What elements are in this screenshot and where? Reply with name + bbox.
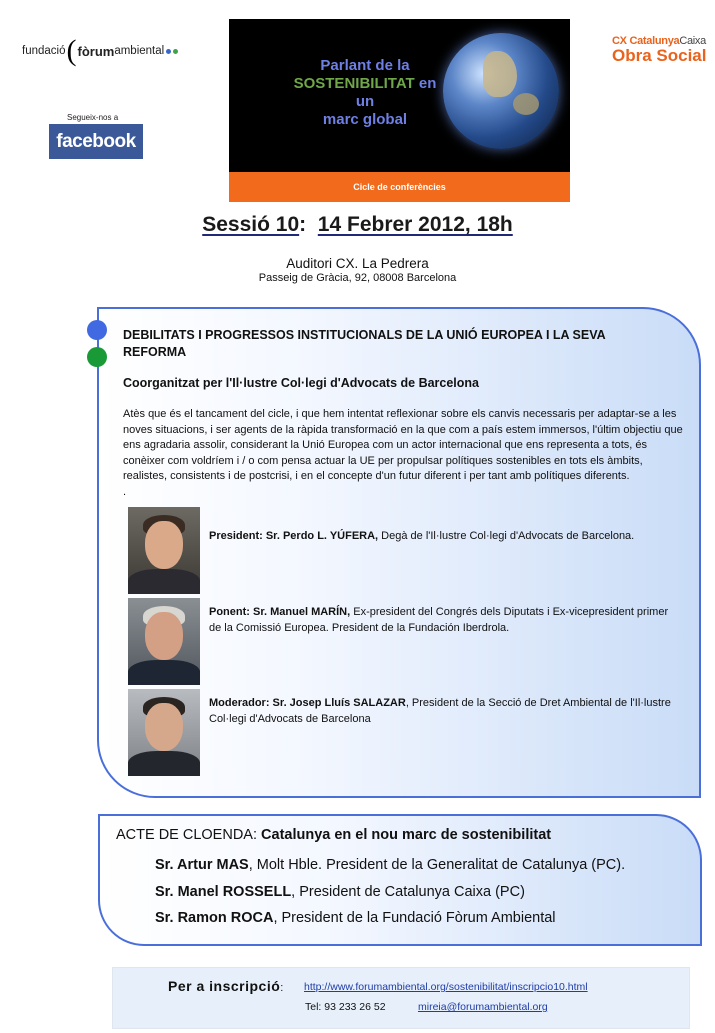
facebook-button[interactable]: facebook [49, 124, 143, 159]
logo-brand: fòrum [77, 43, 115, 59]
logo-suffix: ambiental [114, 45, 165, 57]
banner-title-line2 [285, 75, 445, 111]
banner-title-line3: marc global [322, 111, 408, 128]
ponent-photo [128, 598, 200, 685]
email-link[interactable]: mireia@forumambiental.org [418, 1001, 548, 1013]
conference-cycle-banner [229, 19, 570, 202]
catalunya-caixa-logo [612, 35, 706, 66]
banner-title-line1: Parlant de la [320, 57, 410, 74]
president-photo [128, 507, 200, 594]
logo-dots-icon [166, 49, 178, 54]
session-address: Passeig de Gràcia, 92, 08008 Barcelona [258, 272, 457, 284]
closing-speaker: Sr. Artur MAS, Molt Hble. President de la Generalitat de Catalunya (PC). [155, 857, 626, 873]
logo-prefix: fundació [22, 45, 66, 57]
closing-speaker: Sr. Ramon ROCA, President de la Fundació Fòrum Ambiental [155, 910, 556, 926]
banner-title [285, 57, 445, 129]
banner-title-rest: en un [355, 75, 437, 110]
coorganizer: Coorganitzat per l'Il·lustre Col·legi d'Advocats de Barcelona [123, 376, 480, 390]
closing-speaker: Sr. Manel ROSSELL, President de Catalunya Caixa (PC) [155, 884, 525, 900]
registration-label: Per a inscripció: [168, 978, 284, 994]
blue-dot-icon [87, 320, 107, 340]
session-number: Sessió 10 [202, 213, 300, 236]
cx-logo-obra-social: Obra Social [612, 46, 707, 65]
session-venue: Auditori CX. La Pedrera [286, 256, 429, 271]
conference-description: Atès que és el tancament del cicle, i que hem intentat reflexionar sobre els canvis necessaris per adaptar-se a les noves situacions, i ser agents de la ràpida transformació en la que com a país estem immersos, l'últim objectiu que ens agradaria assolir, considerant la Unió Europea com un actor internacional que ens representa a tots, és conèixer com voldríem i / o com pensa actuar la UE per propulsar polítiques sostenibles en tots els àmbits, realistes, consistents i de postcrisi, i en el concepte d'un futur diferent i per tant amb polítiques diferents. . [123, 408, 683, 498]
closing-title: ACTE DE CLOENDA: Catalunya en el nou marc de sostenibilitat [116, 827, 552, 843]
session-date: 14 Febrer 2012, 18h [317, 213, 513, 236]
logo-paren-icon: ( [66, 34, 77, 67]
banner-strip: Cicle de conferències [229, 172, 570, 202]
registration-box [112, 967, 690, 1029]
cx-logo-top: CX CatalunyaCaixa [612, 35, 706, 47]
facebook-caption: Segueix-nos a [67, 113, 119, 122]
fundacio-forum-ambiental-logo [22, 36, 178, 66]
globe-icon [443, 33, 559, 149]
conference-title: DEBILITATS I PROGRESSOS INSTITUCIONALS DE LA UNIÓ EUROPEA I LA SEVA REFORMA [123, 328, 606, 359]
moderator-info: Moderador: Sr. Josep Lluís SALAZAR, President de la Secció de Dret Ambiental de l'Il·lustre Col·legi d'Advocats de Barcelona [209, 697, 671, 725]
registration-link[interactable]: http://www.forumambiental.org/sostenibilitat/inscripcio10.html [304, 981, 588, 993]
president-info: President: Sr. Perdo L. YÚFERA, Degà de l'Il·lustre Col·legi d'Advocats de Barcelona. [209, 530, 635, 542]
telephone: Tel: 93 233 26 52 [305, 1001, 386, 1013]
banner-title-highlight: SOSTENIBILITAT [293, 75, 415, 92]
session-heading: Sessió 10: 14 Febrer 2012, 18h [202, 213, 513, 236]
green-dot-icon [87, 347, 107, 367]
trailing-dot: . [123, 485, 127, 498]
moderator-photo [128, 689, 200, 776]
ponent-info: Ponent: Sr. Manuel MARÍN, Ex-president del Congrés dels Diputats i Ex-vicepresident primer de la Comissió Europea. President de la Fundación Iberdrola. [209, 606, 669, 634]
